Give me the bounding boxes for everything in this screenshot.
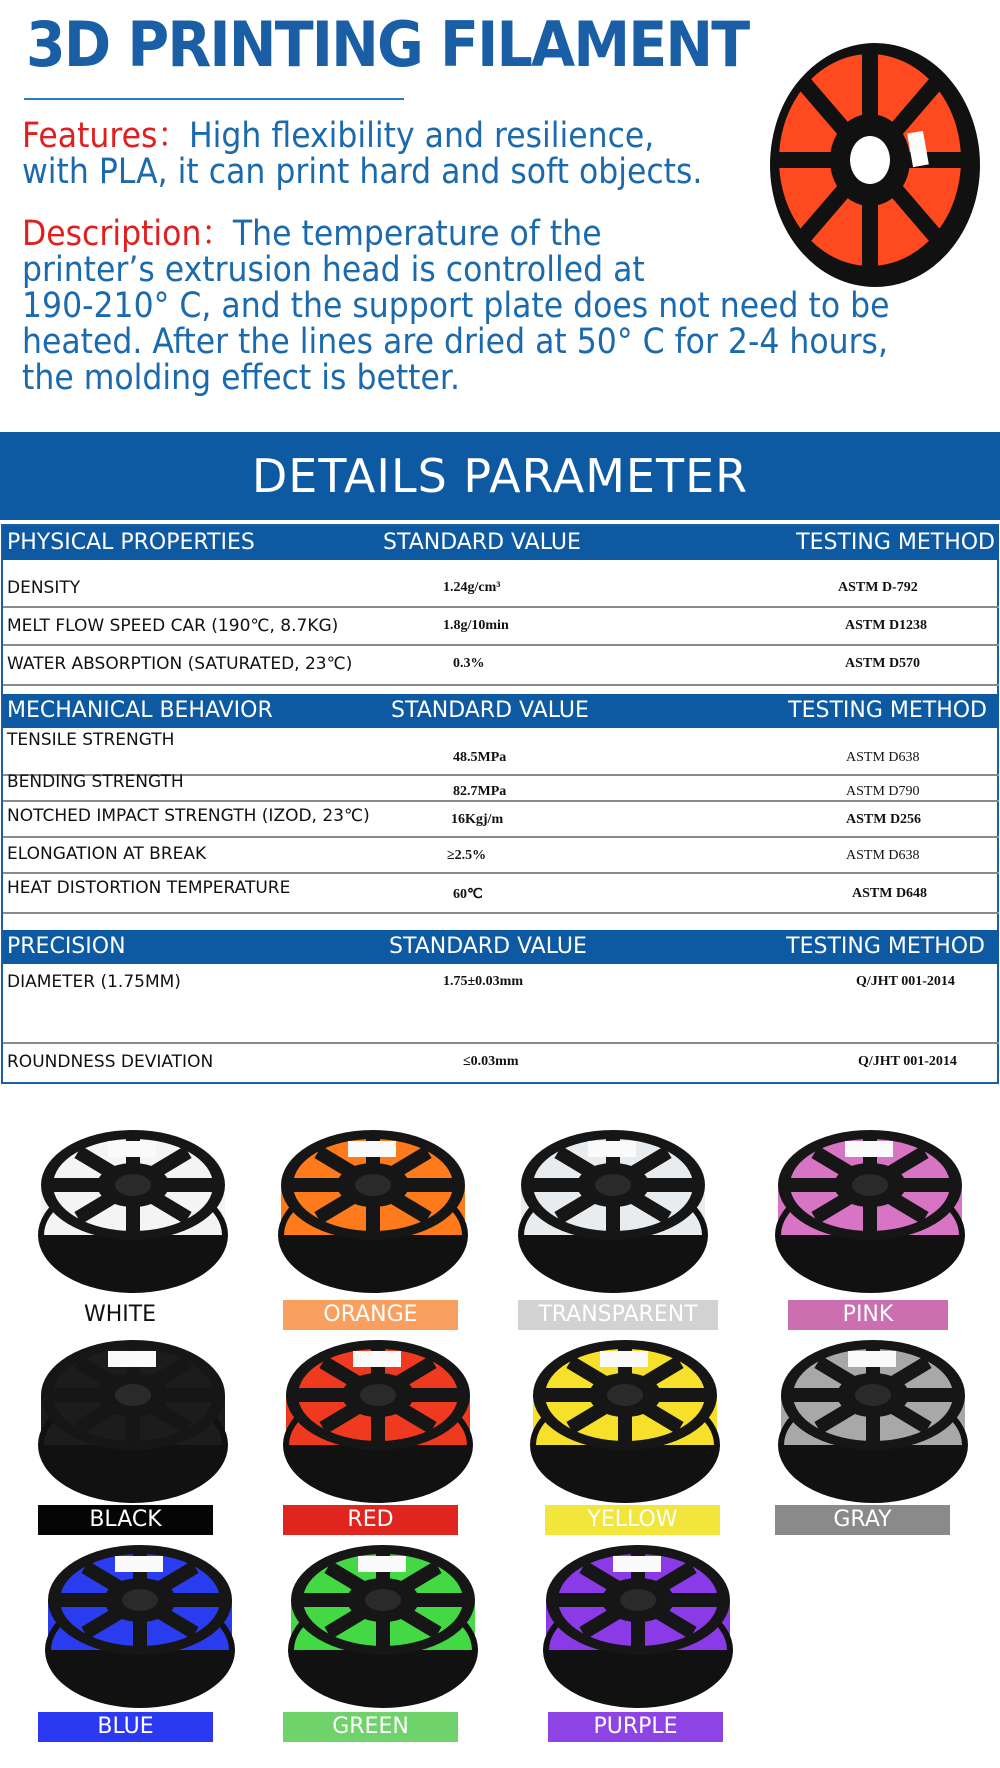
color-label-red: RED: [283, 1505, 458, 1535]
row-method: ASTM D-792: [838, 580, 918, 595]
row-method: ASTM D1238: [845, 618, 928, 633]
row-value: 1.75±0.03mm: [443, 974, 524, 989]
section-header-physical: [3, 526, 999, 560]
section-heading: PRECISION: [7, 934, 126, 959]
description-label: Description：: [22, 214, 233, 254]
row-value: 16Kgj/m: [451, 812, 504, 827]
table-row: [3, 838, 999, 874]
section-header-mechanical: [3, 694, 999, 728]
spool-transparent: [518, 1125, 718, 1295]
table-row: [3, 728, 999, 776]
column-standard-value: STANDARD VALUE: [389, 934, 587, 959]
row-method: ASTM D256: [846, 812, 922, 827]
column-standard-value: STANDARD VALUE: [391, 698, 589, 723]
row-method: Q/JHT 001-2014: [858, 1054, 957, 1069]
row-method: ASTM D638: [846, 750, 920, 765]
column-testing-method: TESTING METHOD: [788, 698, 987, 723]
spool-black: [38, 1335, 238, 1505]
column-testing-method: TESTING METHOD: [796, 530, 995, 555]
color-label-transparent: TRANSPARENT: [518, 1300, 718, 1330]
parameter-table: [1, 524, 999, 1084]
spool-green: [288, 1540, 488, 1710]
table-row: [3, 802, 999, 838]
row-name: ELONGATION AT BREAK: [7, 844, 207, 864]
section-heading: PHYSICAL PROPERTIES: [7, 530, 255, 555]
row-name: WATER ABSORPTION (SATURATED, 23℃): [7, 654, 353, 674]
title-underline: [24, 98, 404, 100]
description-line-2: printer’s extrusion head is controlled at: [22, 250, 645, 290]
table-row: [3, 646, 999, 686]
features-line-1: High flexibility and resilience,: [188, 116, 655, 156]
row-method: ASTM D648: [852, 886, 928, 901]
features-paragraph: [22, 118, 702, 190]
details-band: DETAILS PARAMETER: [0, 432, 1000, 520]
row-name: ROUNDNESS DEVIATION: [7, 1052, 214, 1072]
row-value: 1.24g/cm³: [443, 580, 501, 595]
spool-pink: [775, 1125, 975, 1295]
spool-gray: [778, 1335, 978, 1505]
description-line-1: The temperature of the: [232, 214, 602, 254]
row-method: ASTM D570: [845, 656, 921, 671]
color-label-black: BLACK: [38, 1505, 213, 1535]
description-line-3: 190-210° C, and the support plate does not need to be: [22, 286, 890, 326]
row-name: MELT FLOW SPEED CAR (190℃, 8.7KG): [7, 616, 339, 636]
section-header-precision: [3, 930, 999, 964]
column-standard-value: STANDARD VALUE: [383, 530, 581, 555]
row-method: Q/JHT 001-2014: [856, 974, 955, 989]
color-label-yellow: YELLOW: [545, 1505, 720, 1535]
column-testing-method: TESTING METHOD: [786, 934, 985, 959]
row-name: DENSITY: [7, 578, 81, 598]
color-label-blue: BLUE: [38, 1712, 213, 1742]
description-line-4: heated. After the lines are dried at 50° C for 2-4 hours,: [22, 322, 888, 362]
color-label-orange: ORANGE: [283, 1300, 458, 1330]
row-method: ASTM D638: [846, 848, 920, 863]
row-method: ASTM D790: [846, 784, 920, 799]
spool-blue: [45, 1540, 245, 1710]
row-name: TENSILE STRENGTH: [7, 730, 175, 750]
row-value: 60℃: [453, 887, 483, 902]
table-row: [3, 1044, 999, 1082]
row-name: HEAT DISTORTION TEMPERATURE: [7, 878, 291, 898]
table-row: [3, 772, 999, 802]
table-row: [3, 560, 999, 608]
table-row: [3, 874, 999, 914]
color-label-pink: PINK: [788, 1300, 948, 1330]
page-title: 3D PRINTING FILAMENT: [26, 8, 749, 81]
spool-yellow: [530, 1335, 730, 1505]
features-label: Features：: [22, 116, 189, 156]
row-name: NOTCHED IMPACT STRENGTH (IZOD, 23℃): [7, 806, 370, 826]
hero-spool-image: [745, 20, 985, 290]
color-label-green: GREEN: [283, 1712, 458, 1742]
table-row: [3, 608, 999, 646]
row-name: BENDING STRENGTH: [7, 772, 184, 792]
color-label-gray: GRAY: [775, 1505, 950, 1535]
row-value: 48.5MPa: [453, 750, 507, 765]
description-line-5: the molding effect is better.: [22, 358, 460, 398]
spool-white: [38, 1125, 238, 1295]
spool-red: [283, 1335, 483, 1505]
row-value: ≤0.03mm: [463, 1054, 519, 1069]
spool-orange: [278, 1125, 478, 1295]
row-value: 0.3%: [453, 656, 485, 671]
color-label-white: WHITE: [34, 1300, 206, 1330]
row-value: ≥2.5%: [447, 848, 487, 863]
row-value: 1.8g/10min: [443, 618, 509, 633]
section-heading: MECHANICAL BEHAVIOR: [7, 698, 273, 723]
row-name: DIAMETER (1.75MM): [7, 972, 181, 992]
row-value: 82.7MPa: [453, 784, 507, 799]
features-line-2: with PLA, it can print hard and soft objects.: [22, 152, 703, 192]
spool-purple: [543, 1540, 743, 1710]
table-row: [3, 964, 999, 1044]
color-label-purple: PURPLE: [548, 1712, 723, 1742]
